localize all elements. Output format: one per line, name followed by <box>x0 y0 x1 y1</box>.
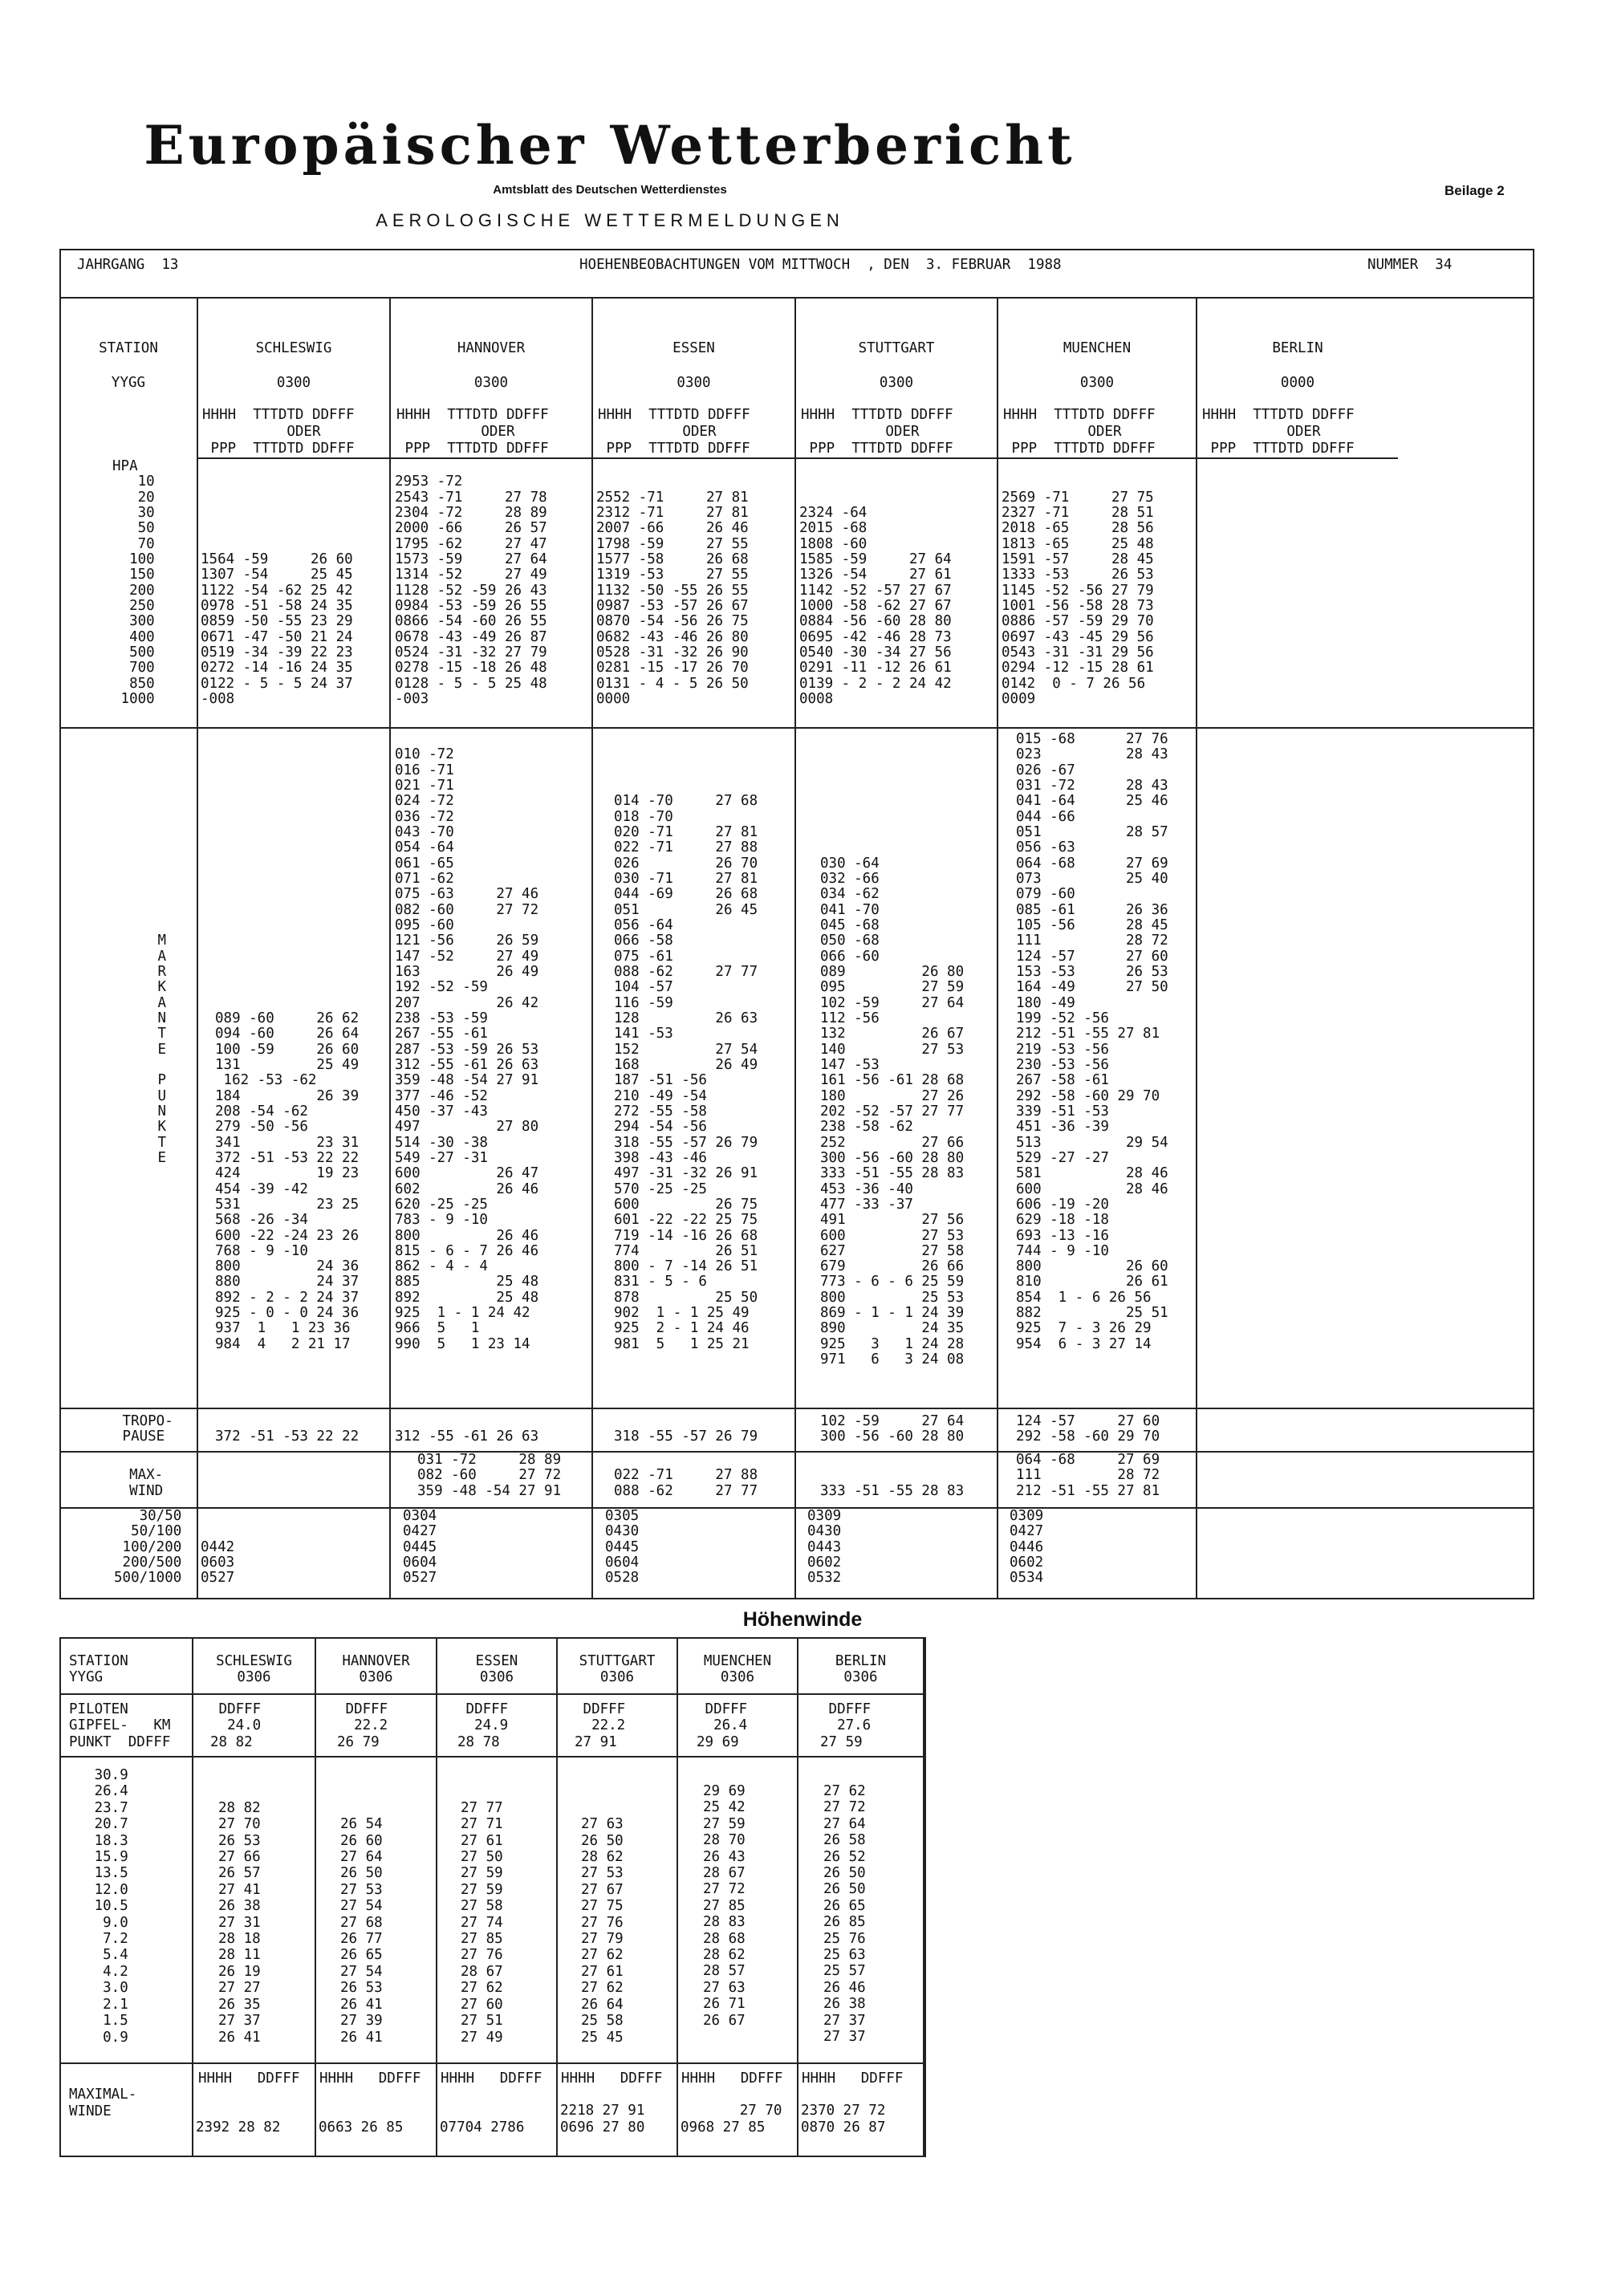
section-divider <box>59 1507 1534 1509</box>
thickness-stuttgart: 0309 0430 0443 0602 0532 <box>807 1508 842 1587</box>
winds-station-name: STUTTGART <box>579 1653 656 1669</box>
max-winds-schleswig: 2392 28 82 <box>196 2119 281 2135</box>
winds-station-name: SCHLESWIG <box>216 1653 292 1669</box>
yygg-label: YYGG <box>111 375 146 391</box>
wind-levels-hannover: 26 54 26 60 27 64 26 50 27 53 27 54 27 68 26 77 26 65 27 54 26 53 26 41 27 39 26 41 <box>340 1816 383 2046</box>
max-winds-muenchen: 27 70 0968 27 85 <box>681 2103 782 2135</box>
winds-station-time: 0306 <box>843 1669 878 1685</box>
max-winds-stuttgart: 2218 27 91 0696 27 80 <box>560 2103 645 2135</box>
max-winds-essen: 07704 2786 <box>440 2119 525 2135</box>
max-winds-berlin: 2370 27 72 0870 26 87 <box>801 2103 886 2135</box>
thickness-hannover: 0304 0427 0445 0604 0527 <box>403 1508 437 1587</box>
supplement-label: Beilage 2 <box>1444 183 1505 198</box>
max-winds-header: HHHH DDFFF <box>319 2070 421 2087</box>
col-divider <box>556 1637 558 2157</box>
sig-points-schleswig: 089 -60 26 62 094 -60 26 64 100 -59 26 60 131 25 49 162 -53 -62 184 26 39 208 -54 -62 279 -50 -56 341 23 31 372 -51 -53 22 22 424 19 23 454 -39 -42 531 23 25 568 -26 -34 600 -22 -24 23 26 768 - 9 -10 800 24 36 880 24 37 892 - 2 - 2 24 37 925 - 0 - 0 24 36 937 1 1 23 36 984 4 2 21 17 <box>215 1010 360 1352</box>
tropopause-label: TROPO- PAUSE <box>122 1413 173 1445</box>
thickness-muenchen: 0309 0427 0446 0602 0534 <box>1010 1508 1044 1587</box>
maxwind-hannover: 031 -72 28 89 082 -60 27 72 359 -48 -54 27 91 <box>417 1452 562 1499</box>
pilot-essen: DDFFF 24.9 28 78 <box>457 1701 509 1750</box>
maxwind-muenchen: 064 -68 27 69 111 28 72 212 -51 -55 27 81 <box>1016 1452 1160 1499</box>
winds-station-label: STATION YYGG <box>69 1653 128 1686</box>
maxwind-stuttgart: 333 -51 -55 28 83 <box>820 1482 965 1499</box>
col-divider <box>797 1637 798 2157</box>
max-winds-hannover: 0663 26 85 <box>319 2119 404 2135</box>
thickness-essen: 0305 0430 0445 0604 0528 <box>605 1508 640 1587</box>
sig-points-muenchen: 015 -68 27 76 023 28 43 026 -67 031 -72 28 43 041 -64 25 46 044 -66 051 28 57 056 -63 064 -68 27 69 073 25 40 079 -60 085 -61 26 36 105 -56 28 45 111 28 72 124 -57 27 60 153 -53 26 53 164 -49 27 50 180 -49 199 -52 -56 212 -51 -55 27 81 219 -53 -56 230 -53 -56 267 -58 -61 292 -58 -60 29 70 339 -51 -53 451 -36 -39 513 29 54 529 -27 -27 581 28 46 600 28 46 606 -19 -20 629 -18 -18 693 -13 -16 744 - 9 -10 800 26 60 810 26 61 854 1 - 6 26 56 882 25 51 925 7 - 3 26 29 954 6 - 3 27 14 <box>1016 731 1168 1352</box>
winds-divider <box>59 1693 926 1695</box>
pilot-summit-label: PILOTEN GIPFEL- KM PUNKT DDFFF <box>69 1701 171 1750</box>
section-divider <box>59 1408 1534 1409</box>
winds-station-name: ESSEN <box>475 1653 518 1669</box>
wind-altitude-labels: 30.9 26.4 23.7 20.7 18.3 15.9 13.5 12.0 10.5 9.0 7.2 5.4 4.2 3.0 2.1 1.5 0.9 <box>94 1767 128 2046</box>
max-winds-header: HHHH DDFFF <box>681 2070 783 2087</box>
max-winds-header: HHHH DDFFF <box>561 2070 663 2087</box>
station-label: STATION <box>99 340 158 356</box>
station-time: 0300 <box>276 375 311 391</box>
section-title: AEROLOGISCHE WETTERMELDUNGEN <box>376 210 844 230</box>
tropo-muenchen: 124 -57 27 60 292 -58 -60 29 70 <box>1016 1413 1160 1445</box>
winds-station-time: 0306 <box>479 1669 514 1685</box>
pressure-level-labels: HPA 10 20 30 50 70 100 150 200 250 300 400 500 700 850 1000 <box>112 458 155 707</box>
publisher-subtitle: Amtsblatt des Deutschen Wetterdienstes <box>493 183 727 197</box>
winds-station-name: HANNOVER <box>342 1653 410 1669</box>
winds-station-time: 0306 <box>359 1669 393 1685</box>
station-time: 0300 <box>473 375 509 391</box>
column-header: HHHH TTTDTD DDFFF ODER PPP TTTDTD DDFFF <box>1202 407 1355 457</box>
observation-date: HOEHENBEOBACHTUNGEN VOM MITTWOCH , DEN 3. FEBRUAR 1988 <box>579 257 1062 273</box>
max-winds-header: HHHH DDFFF <box>198 2070 300 2087</box>
station-name: MUENCHEN <box>1063 340 1132 356</box>
station-name: STUTTGART <box>858 340 935 356</box>
sig-points-stuttgart: 030 -64 032 -66 034 -62 041 -70 045 -68 050 -68 066 -60 089 26 80 095 27 59 102 -59 27 64 112 -56 132 26 67 140 27 53 147 -53 161 -56 -61 28 68 180 27 26 202 -52 -57 27 77 238 -58 -62 252 27 66 300 -56 -60 28 80 333 -51 -55 28 83 453 -36 -40 477 -33 -37 491 27 56 600 27 53 627 27 58 679 26 66 773 - 6 - 6 25 59 800 25 53 869 - 1 - 1 24 39 890 24 35 925 3 1 24 28 971 6 3 24 08 <box>820 855 965 1368</box>
tropo-hannover: 312 -55 -61 26 63 <box>395 1428 539 1445</box>
winds-station-time: 0306 <box>237 1669 271 1685</box>
col-divider <box>389 297 391 1599</box>
tropo-essen: 318 -55 -57 26 79 <box>614 1428 758 1445</box>
issue-number: NUMMER 34 <box>1367 257 1453 273</box>
station-name: HANNOVER <box>457 340 526 356</box>
station-name: BERLIN <box>1272 340 1323 356</box>
upper-winds-title: Höhenwinde <box>742 1608 863 1631</box>
col-divider <box>315 1637 316 2157</box>
station-time: 0000 <box>1280 375 1315 391</box>
std-levels-schleswig: 1564 -59 26 60 1307 -54 25 45 1122 -54 -62 25 42 0978 -51 -58 24 35 0859 -50 -55 23 29 0671 -47 -50 21 24 0519 -34 -39 22 23 0272 -14 -16 24 35 0122 - 5 - 5 24 37 -008 <box>201 551 353 707</box>
wind-levels-muenchen: 29 69 25 42 27 59 28 70 26 43 28 67 27 72 27 85 28 83 28 68 28 62 28 57 27 63 26 71 26 67 <box>703 1783 746 2029</box>
col-divider <box>677 1637 678 2157</box>
winds-station-name: BERLIN <box>835 1653 887 1669</box>
pilot-muenchen: DDFFF 26.4 29 69 <box>697 1701 748 1750</box>
std-levels-hannover: 2953 -72 2543 -71 27 78 2304 -72 28 89 2000 -66 26 57 1795 -62 27 47 1573 -59 27 64 1314 -52 27 49 1128 -52 -59 26 43 0984 -53 -59 26 55 0866 -54 -60 26 55 0678 -43 -49 26 87 0524 -31 -32 27 79 0278 -15 -18 26 48 0128 - 5 - 5 25 48 -003 <box>395 473 547 707</box>
column-header: HHHH TTTDTD DDFFF ODER PPP TTTDTD DDFFF <box>801 407 953 457</box>
sig-points-hannover: 010 -72 016 -71 021 -71 024 -72 036 -72 043 -70 054 -64 061 -65 071 -62 075 -63 27 46 082 -60 27 72 095 -60 121 -56 26 59 147 -52 27 49 163 26 49 192 -52 -59 207 26 42 238 -53 -59 267 -55 -61 287 -53 -59 26 53 312 -55 -61 26 63 359 -48 -54 27 91 377 -46 -52 450 -37 -43 497 27 80 514 -30 -38 549 -27 -31 600 26 47 602 26 46 620 -25 -25 783 - 9 -10 800 26 46 815 - 6 - 7 26 46 862 - 4 - 4 885 25 48 892 25 48 925 1 - 1 24 42 966 5 1 990 5 1 23 14 <box>395 746 539 1352</box>
tropo-schleswig: 372 -51 -53 22 22 <box>215 1428 360 1445</box>
col-divider <box>192 1637 193 2157</box>
thickness-schleswig: 0442 0603 0527 <box>201 1538 235 1587</box>
info-divider <box>59 297 1534 299</box>
winds-station-time: 0306 <box>599 1669 635 1685</box>
col-divider <box>591 297 593 1599</box>
max-wind-label: MAX- WIND <box>129 1467 164 1499</box>
significant-points-label: M A R K A N T E P U N K T E <box>157 933 167 1166</box>
pilot-berlin: DDFFF 27.6 27 59 <box>820 1701 872 1750</box>
max-winds-label: MAXIMAL- WINDE <box>69 2087 137 2119</box>
col-divider <box>794 297 796 1599</box>
tropo-stuttgart: 102 -59 27 64 300 -56 -60 28 80 <box>820 1413 965 1445</box>
section-divider <box>59 1451 1534 1453</box>
std-levels-muenchen: 2569 -71 27 75 2327 -71 28 51 2018 -65 28 56 1813 -65 25 48 1591 -57 28 45 1333 -53 26 53 1145 -52 -56 27 79 1001 -56 -58 28 73 0886 -57 -59 29 70 0697 -43 -45 29 56 0543 -31 -31 29 56 0294 -12 -15 28 61 0142 0 - 7 26 56 0009 <box>1002 489 1154 707</box>
col-divider <box>197 297 198 1599</box>
station-time: 0300 <box>879 375 914 391</box>
volume-info: JAHRGANG 13 <box>77 257 179 273</box>
winds-divider <box>59 2062 926 2064</box>
column-header: HHHH TTTDTD DDFFF ODER PPP TTTDTD DDFFF <box>396 407 549 457</box>
column-header: HHHH TTTDTD DDFFF ODER PPP TTTDTD DDFFF <box>1003 407 1156 457</box>
pilot-schleswig: DDFFF 24.0 28 82 <box>210 1701 262 1750</box>
pilot-hannover: DDFFF 22.2 26 79 <box>337 1701 388 1750</box>
col-divider <box>923 1637 924 2157</box>
column-header: HHHH TTTDTD DDFFF ODER PPP TTTDTD DDFFF <box>202 407 355 457</box>
station-name: SCHLESWIG <box>255 340 332 356</box>
station-time: 0300 <box>1079 375 1115 391</box>
maxwind-essen: 022 -71 27 88 088 -62 27 77 <box>614 1467 758 1499</box>
std-levels-essen: 2552 -71 27 81 2312 -71 27 81 2007 -66 26 46 1798 -59 27 55 1577 -58 26 68 1319 -53 27 55 1132 -50 -55 26 55 0987 -53 -57 26 67 0870 -54 -56 26 75 0682 -43 -46 26 80 0528 -31 -32 26 90 0281 -15 -17 26 70 0131 - 4 - 5 26 50 0000 <box>596 489 749 707</box>
winds-station-name: MUENCHEN <box>703 1653 772 1669</box>
wind-levels-stuttgart: 27 63 26 50 28 62 27 53 27 67 27 75 27 76 27 79 27 62 27 61 27 62 26 64 25 58 25 45 <box>581 1816 624 2046</box>
max-winds-header: HHHH DDFFF <box>802 2070 904 2087</box>
header-underline <box>198 457 1398 459</box>
col-divider <box>997 297 998 1599</box>
std-levels-stuttgart: 2324 -64 2015 -68 1808 -60 1585 -59 27 64 1326 -54 27 61 1142 -52 -57 27 67 1000 -58 -62 27 67 0884 -56 -60 28 80 0695 -42 -46 28 73 0540 -30 -34 27 56 0291 -11 -12 26 61 0139 - 2 - 2 24 42 0008 <box>799 504 952 707</box>
column-header: HHHH TTTDTD DDFFF ODER PPP TTTDTD DDFFF <box>598 407 750 457</box>
station-name: ESSEN <box>672 340 715 356</box>
wind-levels-essen: 27 77 27 71 27 61 27 50 27 59 27 59 27 58 27 74 27 85 27 76 28 67 27 62 27 60 27 51 27 49 <box>461 1799 503 2046</box>
col-divider <box>436 1637 437 2157</box>
thickness-layer-labels: 30/50 50/100 100/200 200/500 500/1000 <box>114 1508 182 1587</box>
max-winds-header: HHHH DDFFF <box>441 2070 542 2087</box>
station-time: 0300 <box>677 375 711 391</box>
pilot-stuttgart: DDFFF 22.2 27 91 <box>575 1701 626 1750</box>
section-divider <box>59 727 1534 729</box>
winds-station-time: 0306 <box>720 1669 755 1685</box>
page-title: Europäischer Wetterbericht <box>144 114 1076 177</box>
wind-levels-schleswig: 28 82 27 70 26 53 27 66 26 57 27 41 26 38 27 31 28 18 28 11 26 19 27 27 26 35 27 37 26 41 <box>218 1799 261 2046</box>
col-divider <box>1196 297 1197 1599</box>
wind-levels-berlin: 27 62 27 72 27 64 26 58 26 52 26 50 26 50 26 65 26 85 25 76 25 63 25 57 26 46 26 38 27 37 27 37 <box>823 1783 866 2046</box>
winds-divider <box>59 1756 926 1758</box>
sig-points-essen: 014 -70 27 68 018 -70 020 -71 27 81 022 -71 27 88 026 26 70 030 -71 27 81 044 -69 26 68 051 26 45 056 -64 066 -58 075 -61 088 -62 27 77 104 -57 116 -59 128 26 63 141 -53 152 27 54 168 26 49 187 -51 -56 210 -49 -54 272 -55 -58 294 -54 -56 318 -55 -57 26 79 398 -43 -46 497 -31 -32 26 91 570 -25 -25 600 26 75 601 -22 -22 25 75 719 -14 -16 26 68 774 26 51 800 - 7 -14 26 51 831 - 5 - 6 878 25 50 902 1 - 1 25 49 925 2 - 1 24 46 981 5 1 25 21 <box>614 793 758 1352</box>
